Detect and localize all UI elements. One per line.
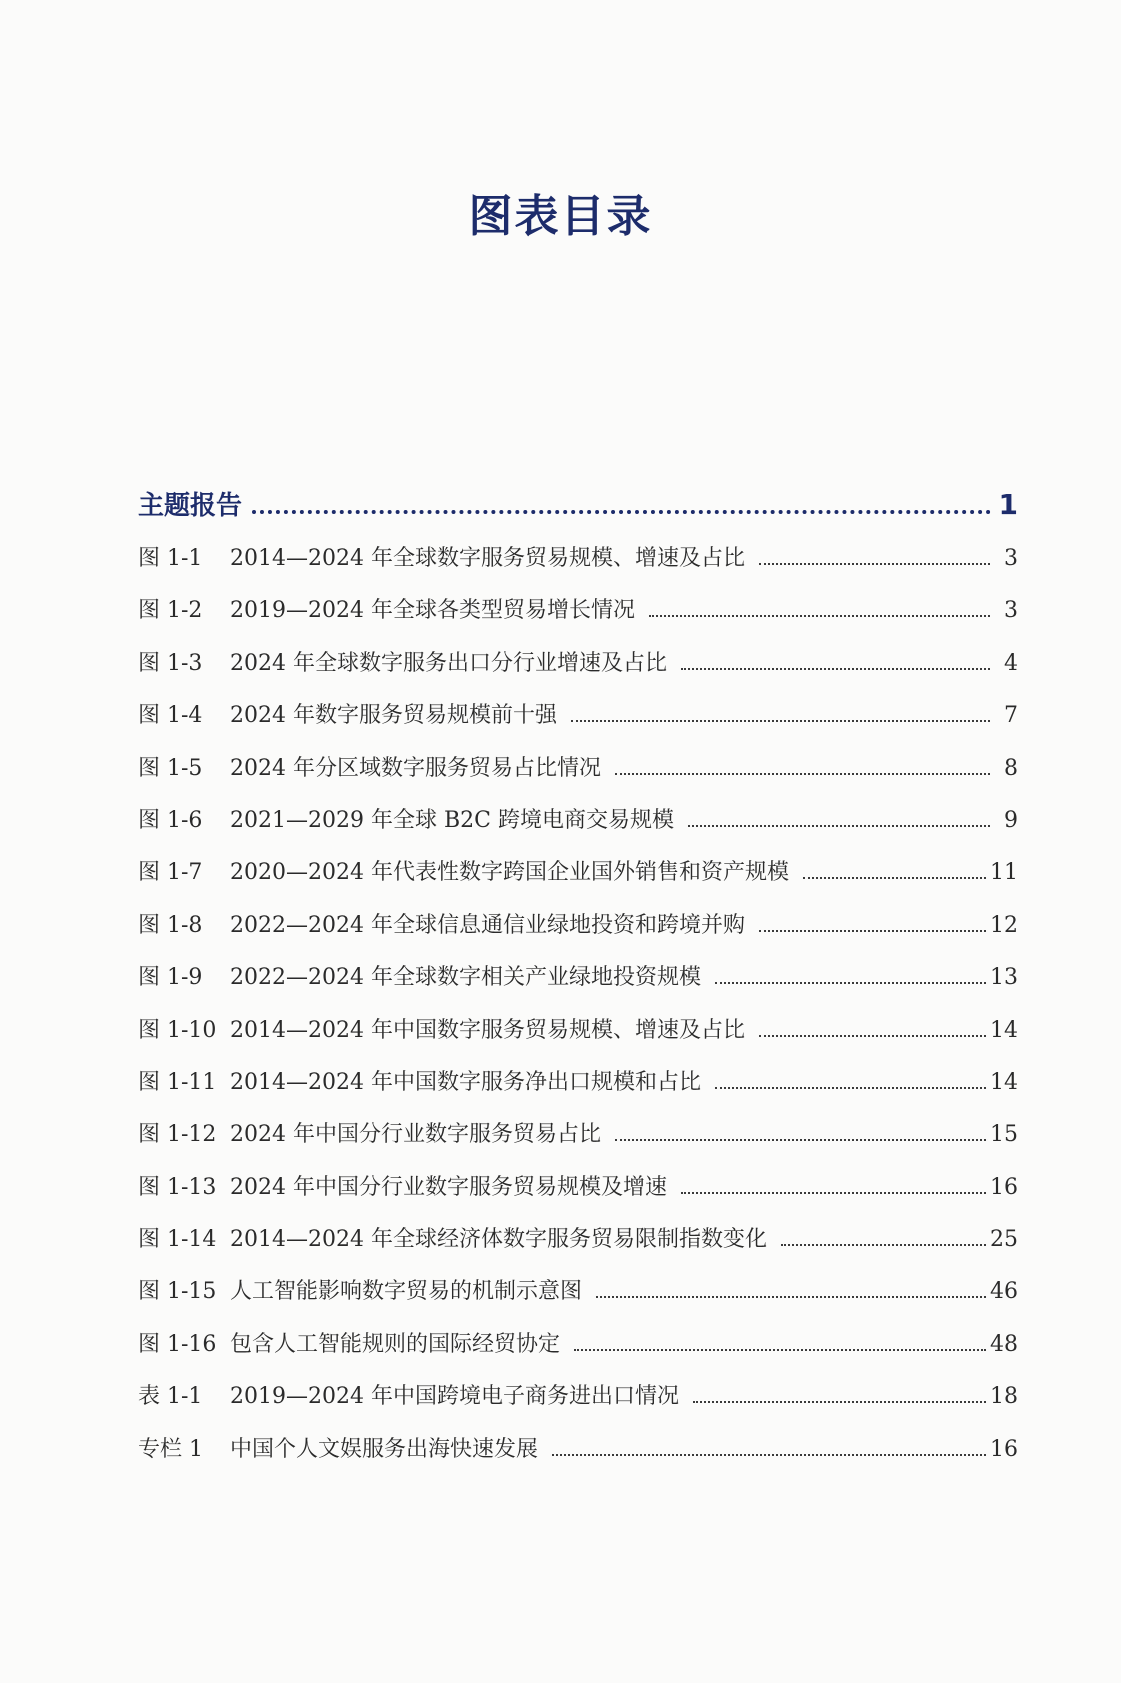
dot-leader xyxy=(552,1454,986,1456)
dot-leader xyxy=(781,1244,986,1246)
dot-leader xyxy=(759,930,986,932)
toc-entry[interactable] xyxy=(138,1432,1018,1484)
entry-label: 图 1-7 xyxy=(138,860,203,886)
entry-label: 图 1-10 xyxy=(138,1017,217,1043)
entry-title: 2014—2024 年中国数字服务贸易规模、增速及占比 xyxy=(230,1017,745,1043)
entry-title: 2019—2024 年中国跨境电子商务进出口情况 xyxy=(230,1384,679,1410)
entry-title: 包含人工智能规则的国际经贸协定 xyxy=(230,1331,561,1357)
entry-title: 2021—2029 年全球 B2C 跨境电商交易规模 xyxy=(230,807,674,833)
entry-label: 图 1-3 xyxy=(138,650,203,676)
entry-label: 图 1-4 xyxy=(138,703,203,729)
dot-leader xyxy=(574,1349,986,1351)
entry-title: 中国个人文娱服务出海快速发展 xyxy=(230,1436,539,1462)
dot-leader xyxy=(693,1401,986,1403)
entry-title: 2024 年分区域数字服务贸易占比情况 xyxy=(230,755,601,781)
entry-title: 2014—2024 年中国数字服务净出口规模和占比 xyxy=(230,1069,701,1095)
entry-page-number: 7 xyxy=(1004,703,1018,729)
entry-page-number: 16 xyxy=(990,1436,1018,1462)
entry-page-number: 46 xyxy=(990,1279,1018,1305)
entry-page-number: 12 xyxy=(990,912,1018,938)
entry-title: 2024 年中国分行业数字服务贸易规模及增速 xyxy=(230,1174,667,1200)
entry-page-number: 3 xyxy=(1004,598,1018,624)
toc-entry[interactable] xyxy=(138,646,1018,698)
entry-title: 2024 年全球数字服务出口分行业增速及占比 xyxy=(230,650,667,676)
entry-title: 人工智能影响数字贸易的机制示意图 xyxy=(230,1279,583,1305)
toc-entry[interactable] xyxy=(138,1274,1018,1326)
entry-page-number: 18 xyxy=(990,1384,1018,1410)
dot-leader xyxy=(803,877,986,879)
toc-entry[interactable] xyxy=(138,593,1018,645)
entry-page-number: 9 xyxy=(1004,807,1018,833)
entry-label: 图 1-2 xyxy=(138,598,203,624)
dot-leader xyxy=(681,668,990,670)
dot-leader xyxy=(571,720,990,722)
toc-entry[interactable] xyxy=(138,541,1018,593)
entry-label: 图 1-8 xyxy=(138,912,203,938)
entry-page-number: 15 xyxy=(990,1122,1018,1148)
toc-entry[interactable] xyxy=(138,1170,1018,1222)
entry-label: 图 1-6 xyxy=(138,807,203,833)
toc-entry[interactable] xyxy=(138,1065,1018,1117)
dot-leader xyxy=(252,510,991,514)
entry-label: 专栏 1 xyxy=(138,1436,203,1462)
dot-leader xyxy=(649,615,990,617)
entry-page-number: 14 xyxy=(990,1017,1018,1043)
toc-entry[interactable] xyxy=(138,855,1018,907)
entry-label: 图 1-1 xyxy=(138,546,203,571)
entry-page-number: 13 xyxy=(990,965,1018,991)
entry-label: 图 1-16 xyxy=(138,1331,217,1357)
toc-entry[interactable] xyxy=(138,1327,1018,1379)
entry-title: 2022—2024 年全球信息通信业绿地投资和跨境并购 xyxy=(230,912,745,938)
entry-title: 2014—2024 年全球经济体数字服务贸易限制指数变化 xyxy=(230,1227,767,1253)
entry-label: 图 1-11 xyxy=(138,1069,217,1095)
dot-leader xyxy=(615,773,990,775)
entry-page-number: 3 xyxy=(1004,546,1018,571)
entry-title: 2022—2024 年全球数字相关产业绿地投资规模 xyxy=(230,965,701,991)
dot-leader xyxy=(715,982,986,984)
toc-entry[interactable] xyxy=(138,751,1018,803)
entry-title: 2014—2024 年全球数字服务贸易规模、增速及占比 xyxy=(230,546,745,571)
toc-entry[interactable] xyxy=(138,1379,1018,1431)
page-title: 图表目录 xyxy=(468,191,653,242)
dot-leader xyxy=(759,1035,986,1037)
entry-label: 图 1-9 xyxy=(138,965,203,991)
toc-entry[interactable] xyxy=(138,1117,1018,1169)
section-heading[interactable] xyxy=(138,485,1018,521)
dot-leader xyxy=(681,1192,986,1194)
dot-leader xyxy=(759,563,990,565)
toc-entry[interactable] xyxy=(138,698,1018,750)
dot-leader xyxy=(615,1139,986,1141)
entry-page-number: 14 xyxy=(990,1069,1018,1095)
entry-title: 2024 年中国分行业数字服务贸易占比 xyxy=(230,1122,601,1148)
section-page-number: 1 xyxy=(998,488,1018,521)
entry-label: 图 1-15 xyxy=(138,1279,217,1305)
entry-label: 表 1-1 xyxy=(138,1384,203,1410)
toc-entry[interactable] xyxy=(138,1013,1018,1065)
dot-leader xyxy=(596,1296,986,1298)
entry-page-number: 4 xyxy=(1004,650,1018,676)
dot-leader xyxy=(715,1087,986,1089)
entry-list xyxy=(138,541,1018,1484)
entry-title: 2020—2024 年代表性数字跨国企业国外销售和资产规模 xyxy=(230,860,789,886)
entry-label: 图 1-13 xyxy=(138,1174,217,1200)
dot-leader xyxy=(688,825,990,827)
toc-entry[interactable] xyxy=(138,960,1018,1012)
entry-page-number: 25 xyxy=(990,1227,1018,1253)
entry-title: 2019—2024 年全球各类型贸易增长情况 xyxy=(230,598,635,624)
toc-entry[interactable] xyxy=(138,803,1018,855)
entry-page-number: 16 xyxy=(990,1174,1018,1200)
toc-entry[interactable] xyxy=(138,908,1018,960)
table-of-contents xyxy=(138,485,1018,1484)
section-title: 主题报告 xyxy=(138,491,243,521)
toc-entry[interactable] xyxy=(138,1222,1018,1274)
entry-label: 图 1-5 xyxy=(138,755,203,781)
entry-label: 图 1-14 xyxy=(138,1227,217,1253)
entry-page-number: 8 xyxy=(1004,755,1018,781)
entry-page-number: 11 xyxy=(990,860,1018,886)
entry-title: 2024 年数字服务贸易规模前十强 xyxy=(230,703,557,729)
entry-label: 图 1-12 xyxy=(138,1122,217,1148)
entry-page-number: 48 xyxy=(990,1331,1018,1357)
